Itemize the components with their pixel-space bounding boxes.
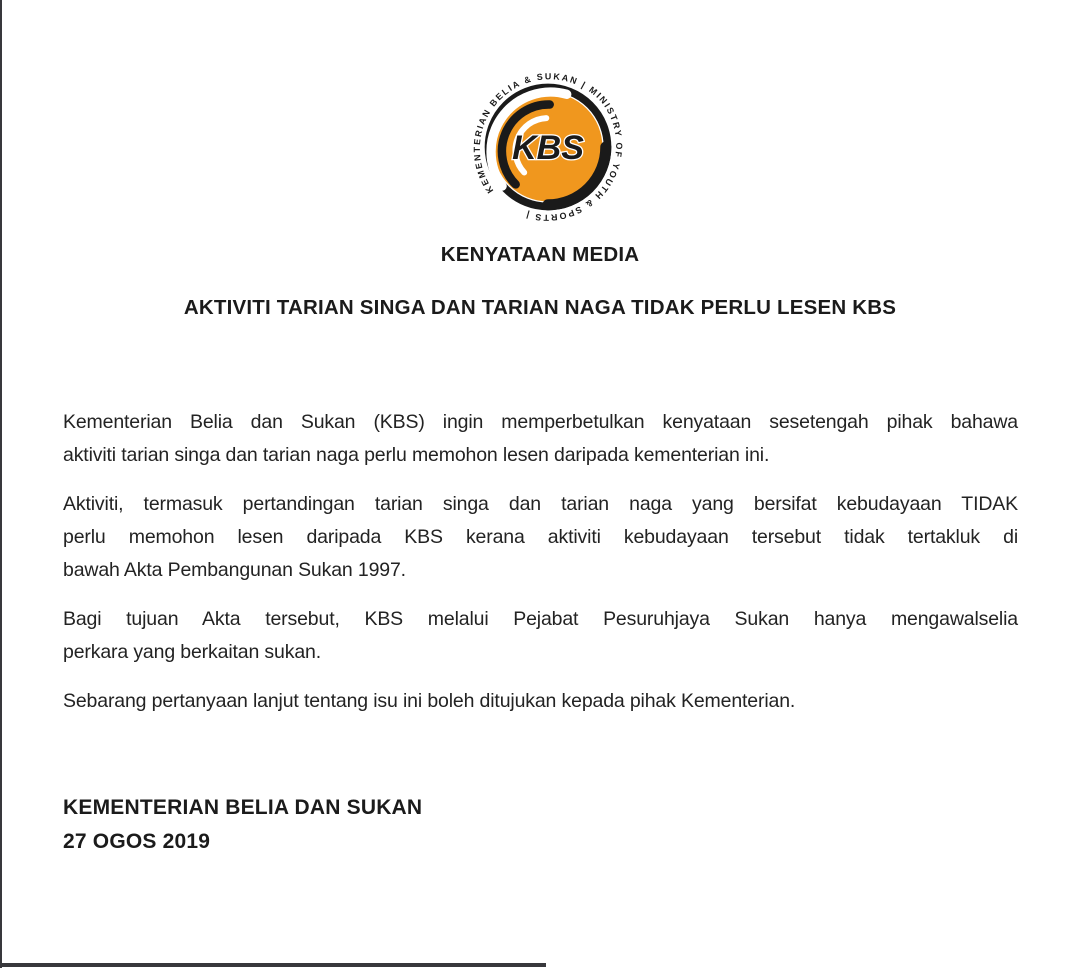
signoff-organization: KEMENTERIAN BELIA DAN SUKAN xyxy=(63,796,423,819)
kbs-logo xyxy=(463,62,633,232)
signoff-block xyxy=(63,791,422,859)
paragraph-3-line-2: perkara yang berkaitan sukan. xyxy=(63,641,321,663)
signoff-date: 27 OGOS 2019 xyxy=(63,830,211,853)
page-edge-bottom-line xyxy=(0,963,546,967)
paragraph-1-line-2: aktiviti tarian singa dan tarian naga perlu memohon lesen daripada kementerian ini. xyxy=(63,444,770,466)
statement-subject-title: AKTIVITI TARIAN SINGA DAN TARIAN NAGA TIDAK PERLU LESEN KBS xyxy=(183,296,897,319)
paragraph-2 xyxy=(63,488,1018,587)
paragraph-1 xyxy=(63,406,1018,472)
paragraph-1-line-1: Kementerian Belia dan Sukan (KBS) ingin memperbetulkan kenyataan sesetengah pihak bahawa xyxy=(63,411,1018,433)
statement-body xyxy=(63,406,1018,734)
paragraph-3-line-1: Bagi tujuan Akta tersebut, KBS melalui Pejabat Pesuruhjaya Sukan hanya mengawalselia xyxy=(63,608,1018,630)
paragraph-2-line-1: Aktiviti, termasuk pertandingan tarian singa dan tarian naga yang bersifat kebudayaan TIDAK xyxy=(63,493,1018,515)
paragraph-4 xyxy=(63,685,1018,718)
paragraph-4-line-1: Sebarang pertanyaan lanjut tentang isu ini boleh ditujukan kepada pihak Kementerian. xyxy=(63,690,796,712)
logo-monogram: KBS xyxy=(512,128,584,167)
paragraph-2-line-3: bawah Akta Pembangunan Sukan 1997. xyxy=(63,559,406,581)
logo-ring-text: KEMENTERIAN BELIA & SUKAN | MINISTRY OF YOUTH & SPORTS | xyxy=(471,71,625,223)
paragraph-3 xyxy=(63,603,1018,669)
media-statement-title: KENYATAAN MEDIA xyxy=(440,243,640,266)
paragraph-2-line-2: perlu memohon lesen daripada KBS kerana aktiviti kebudayaan tersebut tidak tertakluk di xyxy=(63,526,1018,548)
kbs-logo-svg xyxy=(463,62,633,232)
page-edge-left-line xyxy=(0,0,2,968)
